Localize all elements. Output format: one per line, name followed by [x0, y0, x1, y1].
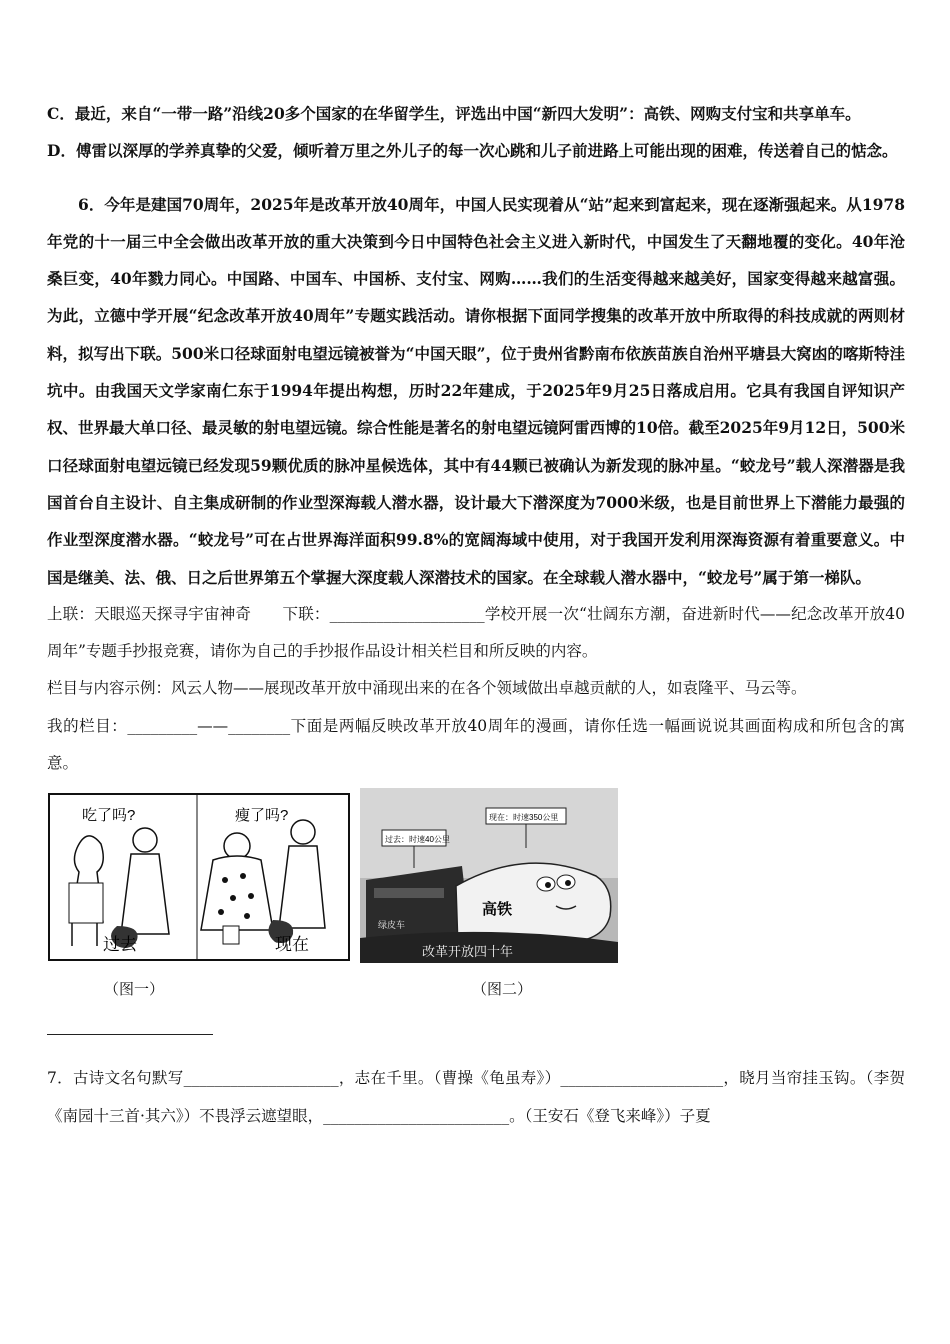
figures-row: [47, 788, 905, 1048]
document-page: [47, 95, 905, 1135]
question-6-my-column: 我的栏目：_________——________下面是两幅反映改革开放40周年的漫画，请你任选一幅画说说其画面构成和所包含的寓意。: [47, 716, 905, 773]
banner-text: 改革开放四十年: [422, 944, 514, 960]
question-6-example: 栏目与内容示例：风云人物——展现改革开放中涌现出来的在各个领域做出卓越贡献的人，如袁隆平、马云等。: [47, 679, 807, 698]
figure-2-caption: （图二）: [472, 980, 533, 999]
new-train-label: 高铁: [482, 901, 513, 919]
cartoon-figure-1: [47, 788, 353, 963]
bubble-left: 吃了吗?: [82, 807, 136, 825]
sign-now: 现在：时速350公里: [489, 813, 559, 823]
bubble-right: 瘦了吗?: [235, 807, 289, 825]
option-c: C．最近，来自“一带一路”沿线20多个国家的在华留学生，评选出中国“新四大发明”：高铁、网购支付宝和共享单车。: [47, 104, 861, 123]
question-6-intro: 6．今年是建国70周年，2025年是改革开放40周年，中国人民实现着从“站”起来到富起来，现在逐渐强起来。从1978年党的十一届三中全会做出改革开放的重大决策到今日中国特色社会主义进入新时代，中国发生了天翻地覆的变化。40年沧桑巨变，40年戮力同心。中国路、中国车、中国桥、支付宝、网购……我们的生活变得越来越美好，国家变得越来越富强。为此，立德中学开展“纪念改革开放40周年”专题实践活动。请你根据下面同学搜集的改革开放中所取得的科技成就的两则材料，拟写出下联。500米口径球面射电望远镜被誉为“中国天眼”，位于贵州省黔南布依族苗族自治州平塘县大窝凼的喀斯特洼坑中。由我国天文学家南仁东于1994年提出构想，历时22年建成，于2025年9月25日落成启用。它具有我国自评知识产权、世界最大单口径、最灵敏的射电望远镜。综合性能是著名的射电望远镜阿雷西博的10倍。截至2025年9月12日，500米口径球面射电望远镜已经发现59颗优质的脉冲星候选体，其中有44颗已被确认为新发现的脉冲星。“蛟龙号”载人深潜器是我国首台自主设计、自主集成研制的作业型深海载人潜水器，设计最大下潜深度为7000米级，也是目前世界上下潜能力最强的作业型深度潜水器。“蛟龙号”可在占世界海洋面积99.8%的宽阔海域中使用，对于我国开发利用深海资源有着重要意义。中国是继美、法、俄、日之后世界第五个掌握大深度载人深潜技术的国家。在全球载人潜水器中，“蛟龙号”属于第一梯队。: [47, 194, 905, 587]
question-6-couplet: 上联：天眼巡天探寻宇宙神奇 下联：____________________学校开展一次“壮阔东方潮，奋进新时代——纪念改革开放40周年”专题手抄报竞赛，请你为自己的手抄报作品设计相关栏目和所反映的内容。: [47, 604, 905, 661]
cartoon-figure-2: [360, 788, 618, 963]
answer-line: [47, 1034, 213, 1035]
figure-1-caption: （图一）: [104, 980, 165, 999]
sign-past: 过去：时速40公里: [385, 835, 450, 845]
option-d: D．傅雷以深厚的学养真挚的父爱，倾听着万里之外儿子的每一次心跳和儿子前进路上可能出现的困难，传送着自己的惦念。: [47, 141, 898, 161]
old-train-label: 绿皮车: [378, 920, 406, 931]
label-now: 现在: [275, 935, 309, 955]
label-past: 过去: [103, 935, 137, 955]
question-7: 7．古诗文名句默写____________________，志在千里。（曹操《龟虽寿》）_____________________，晓月当帘挂玉钩。（李贺《南园十三首·其六》）不畏浮云遮望眼，________________________。（王安石《登飞来峰》）子夏: [47, 1069, 905, 1125]
